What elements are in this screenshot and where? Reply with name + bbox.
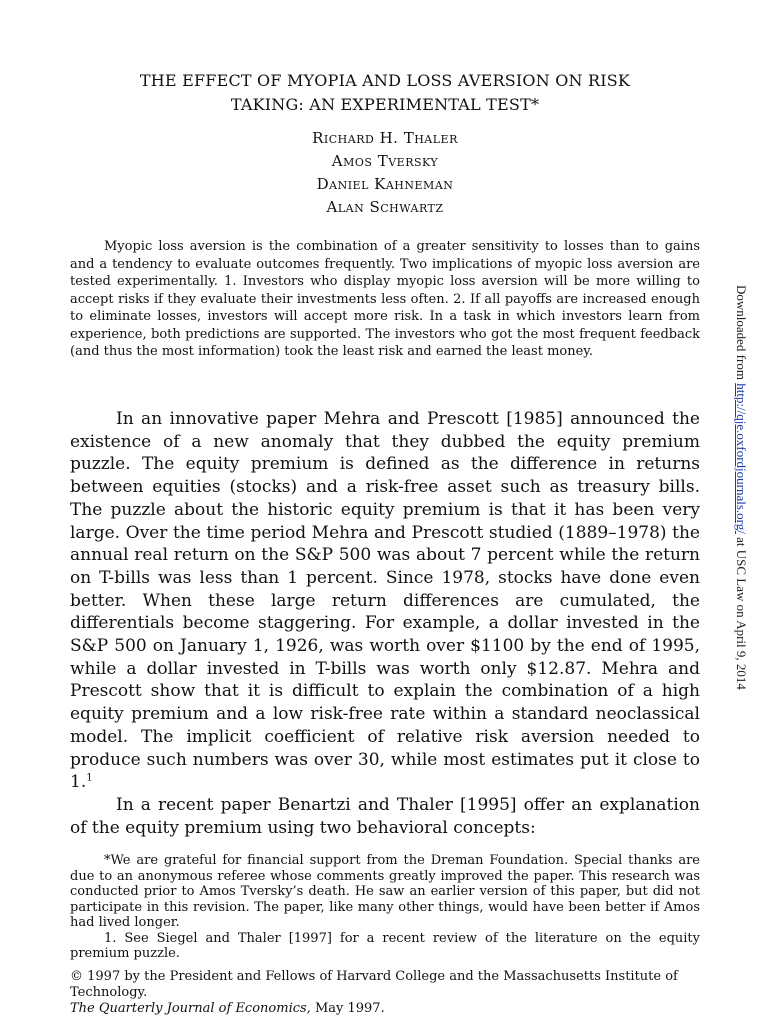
abstract (70, 238, 700, 361)
body-text (70, 408, 700, 839)
copyright-line: © 1997 by the President and Fellows of Harvard College and the Massachusetts Institute of Technology. (70, 969, 678, 1000)
journal-citation (70, 1001, 700, 1017)
body-paragraph-text: In an innovative paper Mehra and Prescott [1985] announced the existence of a new anomaly that they dubbed the equity premium puzzle. The equity premium is defined as the difference in returns between equities (stocks) and a risk-free asset such as treasury bills. The puzzle about the historic equity premium is that it has been very large. Over the time period Mehra and Prescott studied (1889–1978) the annual real return on the S&P 500 was about 7 percent while the return on T-bills was less than 1 percent. Since 1978, stocks have done even better. When these large return differences are cumulated, the differentials become staggering. For example, a dollar invested in the S&P 500 on January 1, 1926, was worth over $1100 by the end of 1995, while a dollar invested in T-bills was worth only $12.87. Mehra and Prescott show that it is difficult to explain the combination of a high equity premium and a low risk-free rate within a standard neoclassical model. The implicit coefficient of relative risk aversion needed to produce such numbers was over 30, while most estimates put it close to 1. (70, 409, 700, 793)
journal-date: May 1997. (314, 1001, 385, 1016)
author-list (70, 127, 700, 219)
title-line-2: TAKING: AN EXPERIMENTAL TEST* (230, 95, 540, 114)
download-stamp-text (731, 285, 751, 765)
author-name: Daniel Kahneman (316, 175, 454, 193)
journal-name: The Quarterly Journal of Economics, (70, 1001, 311, 1016)
paper-title (70, 69, 700, 117)
stamp-suffix: at USC Law on April 9, 2014 (734, 533, 749, 690)
abstract-text: Myopic loss aversion is the combination of a greater sensitivity to losses than to gains and a tendency to evaluate outcomes frequently. Two implications of myopic loss aversion are tested experimentally. 1. Investors who display myopic loss aversion will be more willing to accept risks if they evaluate their investments less often. 2. If all payoffs are increased enough to eliminate losses, investors will accept more risk. In a task in which investors learn from experience, both predictions are supported. The investors who got the most frequent feedback (and thus the most information) took the least risk and earned the least money. (70, 239, 700, 359)
journal-link[interactable]: http://qje.oxfordjournals.org/ (734, 383, 749, 534)
author-name: Amos Tversky (331, 152, 439, 170)
author-name: Richard H. Thaler (312, 129, 458, 147)
footnote-star: *We are grateful for financial support from the Dreman Foundation. Special thanks are due to an anonymous referee whose comments greatly improved the paper. This research was conducted prior to Amos Tversky’s death. He saw an earlier version of this paper, but did not participate in this revision. The paper, like many other things, would have been better if Amos had lived longer. (70, 853, 700, 930)
stamp-prefix: Downloaded from (734, 285, 749, 384)
body-paragraph: In a recent paper Benartzi and Thaler [1995] offer an explanation of the equity premium using two behavioral concepts: (70, 794, 700, 838)
footnotes (70, 853, 700, 962)
copyright-block (70, 969, 700, 1017)
author-name: Alan Schwartz (326, 198, 444, 216)
body-paragraph (70, 408, 700, 794)
download-stamp (731, 285, 751, 765)
footnote-1: 1. See Siegel and Thaler [1997] for a recent review of the literature on the equity premium puzzle. (70, 930, 700, 961)
title-line-1: THE EFFECT OF MYOPIA AND LOSS AVERSION ON RISK (139, 71, 631, 90)
footnote-marker: 1 (86, 772, 93, 784)
